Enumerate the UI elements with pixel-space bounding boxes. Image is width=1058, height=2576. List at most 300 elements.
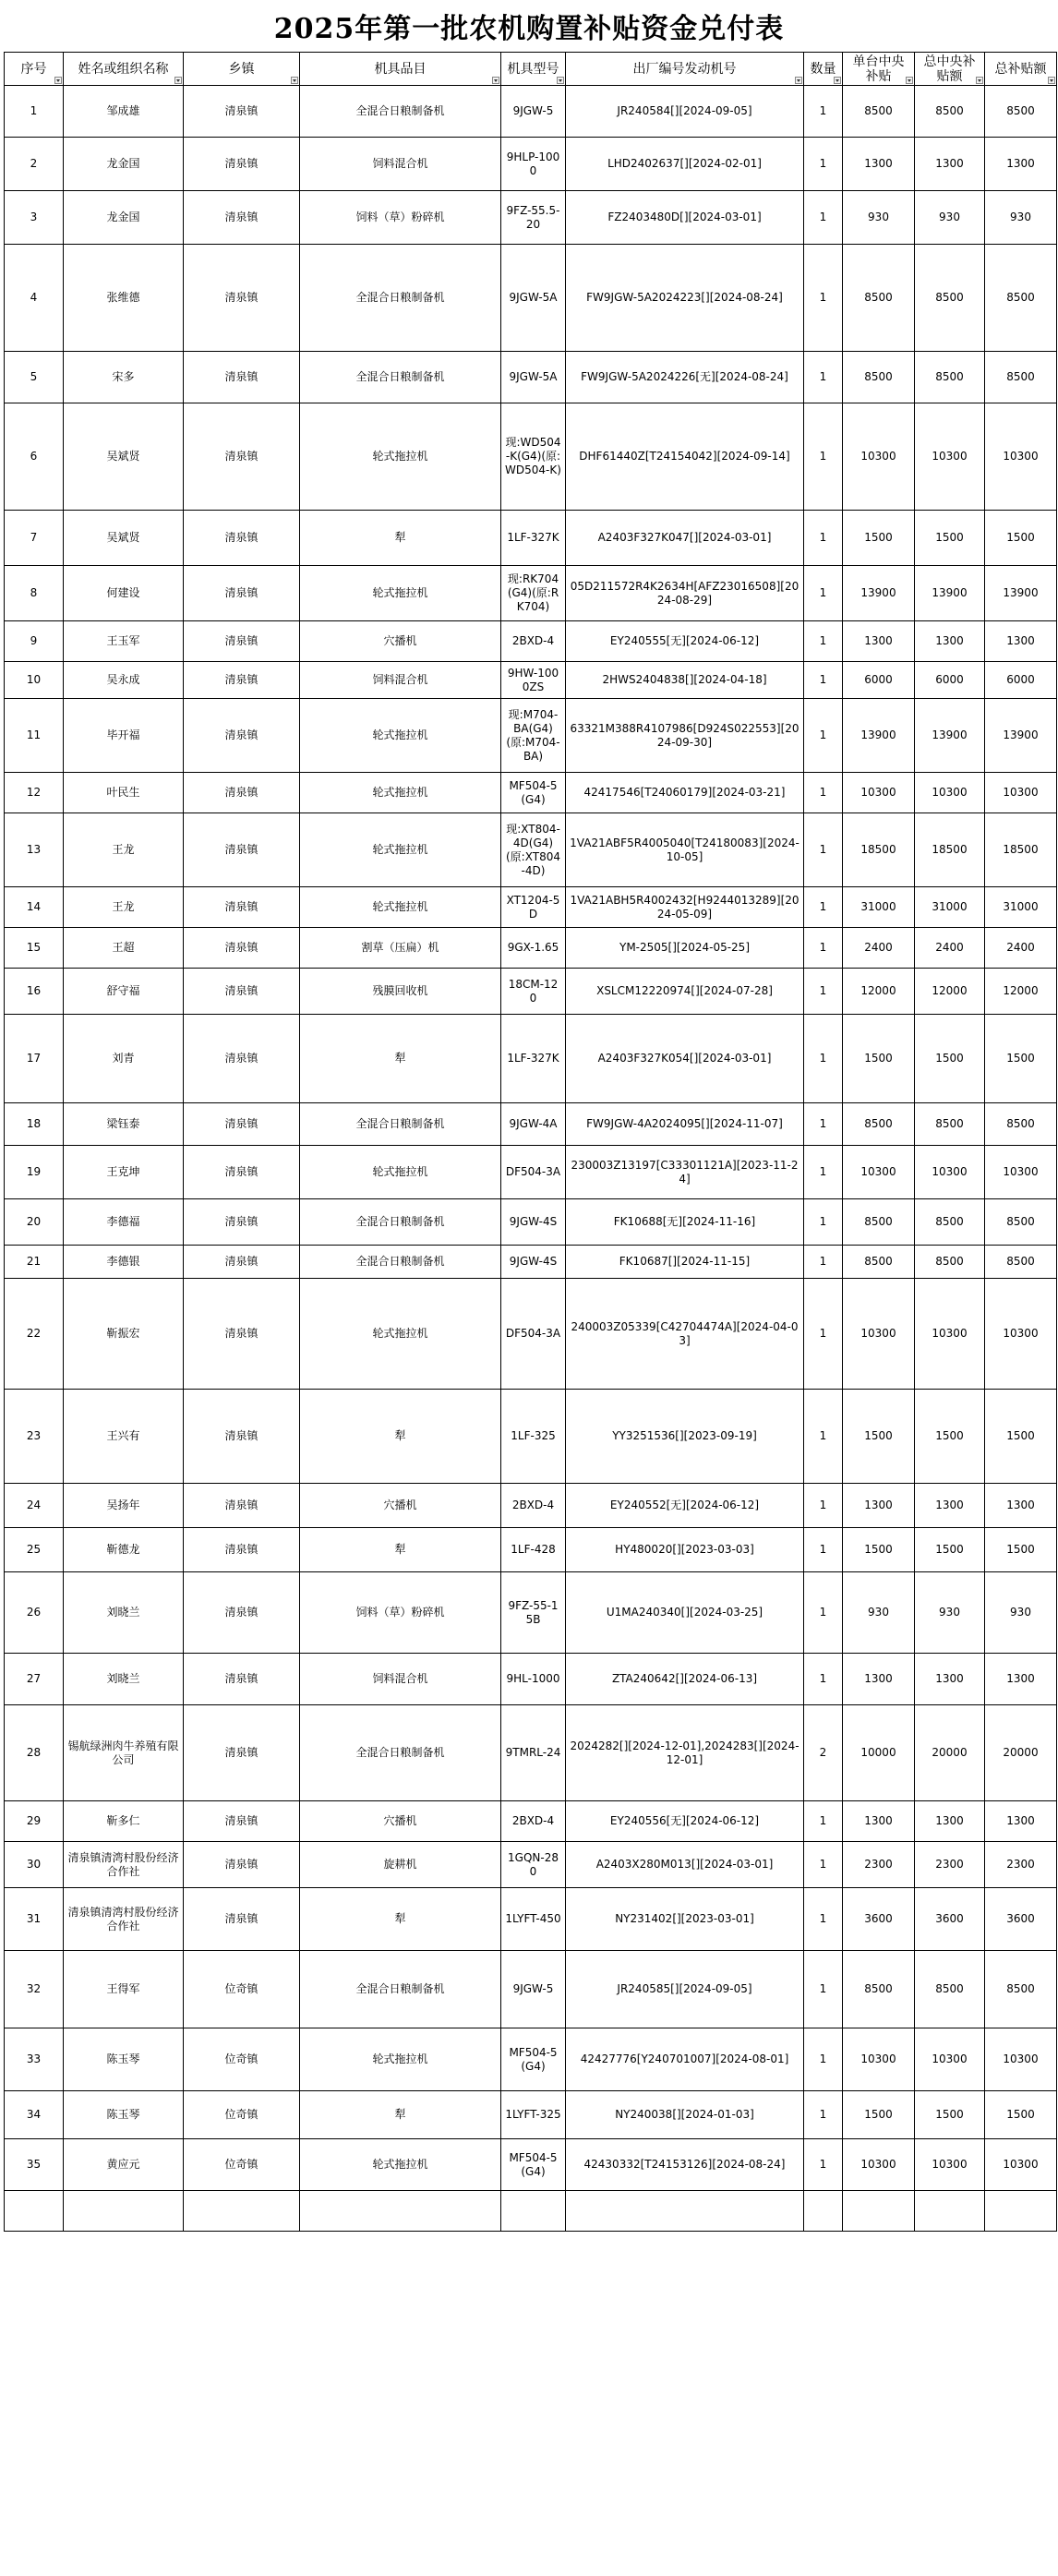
cell-quantity[interactable]: 1 (804, 245, 843, 352)
cell-row-index[interactable]: 8 (5, 566, 64, 621)
cell-total-central-subsidy[interactable]: 1300 (915, 1654, 985, 1705)
cell-town[interactable]: 位奇镇 (184, 2139, 300, 2191)
cell-total-central-subsidy[interactable]: 930 (915, 191, 985, 245)
cell-town[interactable]: 清泉镇 (184, 1705, 300, 1801)
cell-serial-number[interactable]: FW9JGW-5A2024226[无][2024-08-24] (566, 352, 804, 403)
cell-machine-model[interactable]: 1GQN-280 (501, 1842, 566, 1888)
cell-serial-number[interactable]: A2403X280M013[][2024-03-01] (566, 1842, 804, 1888)
cell-total-subsidy[interactable]: 2400 (985, 928, 1057, 969)
cell-total-subsidy[interactable]: 12000 (985, 969, 1057, 1015)
cell-row-index[interactable]: 6 (5, 403, 64, 511)
cell-applicant-name[interactable]: 清泉镇清湾村股份经济合作社 (64, 1888, 184, 1951)
header-central-subsidy[interactable]: 总中央补贴额 (915, 53, 985, 86)
cell-total-central-subsidy[interactable]: 1300 (915, 1484, 985, 1528)
cell-town[interactable]: 清泉镇 (184, 1484, 300, 1528)
cell-serial-number[interactable]: HY480020[][2023-03-03] (566, 1528, 804, 1572)
cell-unit-central-subsidy[interactable]: 2300 (843, 1842, 915, 1888)
cell-row-index[interactable]: 13 (5, 813, 64, 887)
cell-machine-item[interactable]: 饲料（草）粉碎机 (300, 191, 501, 245)
cell-machine-model[interactable]: 1LF-428 (501, 1528, 566, 1572)
cell-serial-number[interactable]: ZTA240642[][2024-06-13] (566, 1654, 804, 1705)
cell-machine-item[interactable]: 全混合日粮制备机 (300, 245, 501, 352)
cell-quantity[interactable]: 1 (804, 813, 843, 887)
cell-applicant-name[interactable]: 陈玉琴 (64, 2091, 184, 2139)
cell-town[interactable]: 清泉镇 (184, 1199, 300, 1246)
cell-unit-central-subsidy[interactable]: 1300 (843, 1484, 915, 1528)
cell-unit-central-subsidy[interactable]: 3600 (843, 1888, 915, 1951)
cell-machine-item[interactable]: 饲料（草）粉碎机 (300, 1572, 501, 1654)
cell-total-subsidy[interactable]: 20000 (985, 1705, 1057, 1801)
cell-town[interactable]: 清泉镇 (184, 86, 300, 138)
cell-town[interactable]: 清泉镇 (184, 1528, 300, 1572)
cell-total-central-subsidy[interactable]: 20000 (915, 1705, 985, 1801)
cell-total-central-subsidy[interactable]: 8500 (915, 352, 985, 403)
cell-town[interactable]: 位奇镇 (184, 1951, 300, 2028)
cell-row-index[interactable]: 1 (5, 86, 64, 138)
cell-serial-number[interactable]: EY240555[无][2024-06-12] (566, 621, 804, 662)
cell-total-subsidy[interactable]: 10300 (985, 1146, 1057, 1199)
cell-machine-model[interactable]: XT1204-5D (501, 887, 566, 928)
cell-total-central-subsidy[interactable]: 8500 (915, 245, 985, 352)
cell-total-subsidy[interactable] (985, 2191, 1057, 2232)
cell-applicant-name[interactable]: 靳多仁 (64, 1801, 184, 1842)
cell-total-central-subsidy[interactable]: 1300 (915, 621, 985, 662)
cell-serial-number[interactable]: FZ2403480D[][2024-03-01] (566, 191, 804, 245)
cell-applicant-name[interactable]: 吴斌贤 (64, 403, 184, 511)
cell-serial-number[interactable]: U1MA240340[][2024-03-25] (566, 1572, 804, 1654)
cell-quantity[interactable]: 1 (804, 511, 843, 566)
cell-unit-central-subsidy[interactable]: 18500 (843, 813, 915, 887)
cell-applicant-name[interactable]: 舒守福 (64, 969, 184, 1015)
cell-row-index[interactable]: 19 (5, 1146, 64, 1199)
cell-machine-model[interactable]: 9HLP-1000 (501, 138, 566, 191)
cell-machine-item[interactable]: 全混合日粮制备机 (300, 1246, 501, 1279)
cell-machine-model[interactable]: 1LYFT-325 (501, 2091, 566, 2139)
cell-row-index[interactable]: 11 (5, 699, 64, 773)
cell-unit-central-subsidy[interactable]: 930 (843, 191, 915, 245)
cell-quantity[interactable]: 1 (804, 621, 843, 662)
cell-machine-item[interactable]: 全混合日粮制备机 (300, 1103, 501, 1146)
cell-unit-central-subsidy[interactable] (843, 2191, 915, 2232)
cell-serial-number[interactable]: LHD2402637[][2024-02-01] (566, 138, 804, 191)
header-serial-number[interactable]: 出厂编号发动机号 (566, 53, 804, 86)
cell-row-index[interactable]: 35 (5, 2139, 64, 2191)
cell-unit-central-subsidy[interactable]: 1300 (843, 138, 915, 191)
cell-serial-number[interactable]: 1VA21ABH5R4002432[H9244013289][2024-05-09] (566, 887, 804, 928)
cell-serial-number[interactable]: EY240552[无][2024-06-12] (566, 1484, 804, 1528)
cell-town[interactable]: 清泉镇 (184, 1654, 300, 1705)
cell-applicant-name[interactable]: 靳振宏 (64, 1279, 184, 1390)
filter-dropdown-icon[interactable] (54, 77, 62, 84)
cell-town[interactable]: 清泉镇 (184, 1015, 300, 1103)
cell-machine-item[interactable]: 残膜回收机 (300, 969, 501, 1015)
cell-serial-number[interactable]: 42417546[T24060179][2024-03-21] (566, 773, 804, 813)
filter-dropdown-icon[interactable] (291, 77, 298, 84)
cell-applicant-name[interactable]: 刘晓兰 (64, 1572, 184, 1654)
cell-quantity[interactable]: 1 (804, 928, 843, 969)
cell-machine-item[interactable]: 穴播机 (300, 1801, 501, 1842)
cell-total-subsidy[interactable]: 8500 (985, 1103, 1057, 1146)
cell-town[interactable]: 位奇镇 (184, 2028, 300, 2091)
cell-quantity[interactable] (804, 2191, 843, 2232)
filter-dropdown-icon[interactable] (492, 77, 499, 84)
cell-machine-model[interactable]: MF504-5(G4) (501, 773, 566, 813)
cell-applicant-name[interactable]: 王兴有 (64, 1390, 184, 1484)
cell-town[interactable]: 清泉镇 (184, 1801, 300, 1842)
cell-quantity[interactable]: 1 (804, 1146, 843, 1199)
cell-town[interactable]: 清泉镇 (184, 1246, 300, 1279)
header-unit-subsidy[interactable]: 单台中央补贴 (843, 53, 915, 86)
cell-serial-number[interactable]: A2403F327K054[][2024-03-01] (566, 1015, 804, 1103)
filter-dropdown-icon[interactable] (976, 77, 983, 84)
cell-row-index[interactable]: 33 (5, 2028, 64, 2091)
cell-unit-central-subsidy[interactable]: 10300 (843, 2028, 915, 2091)
cell-applicant-name[interactable]: 刘青 (64, 1015, 184, 1103)
cell-total-subsidy[interactable]: 930 (985, 191, 1057, 245)
cell-machine-item[interactable]: 犁 (300, 511, 501, 566)
cell-unit-central-subsidy[interactable]: 10300 (843, 1279, 915, 1390)
cell-machine-item[interactable]: 犁 (300, 1528, 501, 1572)
cell-total-central-subsidy[interactable] (915, 2191, 985, 2232)
cell-machine-item[interactable]: 轮式拖拉机 (300, 1279, 501, 1390)
cell-total-subsidy[interactable]: 31000 (985, 887, 1057, 928)
cell-unit-central-subsidy[interactable]: 13900 (843, 699, 915, 773)
cell-machine-item[interactable]: 轮式拖拉机 (300, 403, 501, 511)
cell-machine-model[interactable]: 9JGW-5 (501, 86, 566, 138)
cell-town[interactable]: 清泉镇 (184, 887, 300, 928)
cell-town[interactable]: 清泉镇 (184, 511, 300, 566)
cell-unit-central-subsidy[interactable]: 2400 (843, 928, 915, 969)
cell-total-subsidy[interactable]: 13900 (985, 566, 1057, 621)
cell-row-index[interactable]: 32 (5, 1951, 64, 2028)
cell-total-central-subsidy[interactable]: 8500 (915, 1246, 985, 1279)
cell-machine-item[interactable]: 轮式拖拉机 (300, 2028, 501, 2091)
cell-applicant-name[interactable]: 毕开福 (64, 699, 184, 773)
cell-row-index[interactable]: 22 (5, 1279, 64, 1390)
cell-serial-number[interactable]: XSLCM12220974[][2024-07-28] (566, 969, 804, 1015)
cell-applicant-name[interactable]: 黄应元 (64, 2139, 184, 2191)
cell-unit-central-subsidy[interactable]: 10300 (843, 403, 915, 511)
cell-quantity[interactable]: 1 (804, 1572, 843, 1654)
filter-dropdown-icon[interactable] (795, 77, 802, 84)
cell-town[interactable]: 清泉镇 (184, 138, 300, 191)
cell-row-index[interactable]: 4 (5, 245, 64, 352)
cell-serial-number[interactable]: EY240556[无][2024-06-12] (566, 1801, 804, 1842)
cell-quantity[interactable]: 1 (804, 887, 843, 928)
cell-total-central-subsidy[interactable]: 18500 (915, 813, 985, 887)
cell-serial-number[interactable]: A2403F327K047[][2024-03-01] (566, 511, 804, 566)
cell-quantity[interactable]: 1 (804, 662, 843, 699)
cell-machine-item[interactable]: 轮式拖拉机 (300, 1146, 501, 1199)
cell-row-index[interactable]: 28 (5, 1705, 64, 1801)
cell-unit-central-subsidy[interactable]: 1300 (843, 1801, 915, 1842)
cell-machine-model[interactable]: 现:WD504-K(G4)(原:WD504-K) (501, 403, 566, 511)
cell-applicant-name[interactable]: 龙金国 (64, 191, 184, 245)
cell-applicant-name[interactable]: 王得军 (64, 1951, 184, 2028)
cell-machine-item[interactable]: 犁 (300, 1015, 501, 1103)
cell-town[interactable]: 清泉镇 (184, 1572, 300, 1654)
cell-machine-model[interactable]: 现:M704-BA(G4)(原:M704-BA) (501, 699, 566, 773)
cell-machine-model[interactable]: 9FZ-55.5-20 (501, 191, 566, 245)
cell-applicant-name[interactable]: 叶民生 (64, 773, 184, 813)
cell-town[interactable]: 清泉镇 (184, 1103, 300, 1146)
cell-row-index[interactable]: 24 (5, 1484, 64, 1528)
cell-unit-central-subsidy[interactable]: 12000 (843, 969, 915, 1015)
cell-unit-central-subsidy[interactable]: 8500 (843, 1246, 915, 1279)
cell-total-central-subsidy[interactable]: 10300 (915, 1279, 985, 1390)
cell-applicant-name[interactable]: 清泉镇清湾村股份经济合作社 (64, 1842, 184, 1888)
cell-town[interactable]: 清泉镇 (184, 662, 300, 699)
cell-applicant-name[interactable]: 李德银 (64, 1246, 184, 1279)
cell-machine-model[interactable]: 9FZ-55-15B (501, 1572, 566, 1654)
cell-machine-model[interactable]: 1LF-327K (501, 511, 566, 566)
cell-machine-item[interactable]: 全混合日粮制备机 (300, 86, 501, 138)
cell-total-subsidy[interactable]: 8500 (985, 1246, 1057, 1279)
cell-unit-central-subsidy[interactable]: 1500 (843, 1015, 915, 1103)
filter-dropdown-icon[interactable] (557, 77, 564, 84)
cell-applicant-name[interactable]: 梁钰泰 (64, 1103, 184, 1146)
cell-row-index[interactable]: 10 (5, 662, 64, 699)
cell-town[interactable]: 位奇镇 (184, 2091, 300, 2139)
cell-applicant-name[interactable]: 锡航绿洲肉牛养殖有限公司 (64, 1705, 184, 1801)
cell-machine-model[interactable]: 9JGW-5A (501, 245, 566, 352)
cell-quantity[interactable]: 1 (804, 1390, 843, 1484)
cell-total-subsidy[interactable]: 8500 (985, 1199, 1057, 1246)
cell-total-subsidy[interactable]: 1500 (985, 1390, 1057, 1484)
cell-serial-number[interactable]: 42430332[T24153126][2024-08-24] (566, 2139, 804, 2191)
cell-total-central-subsidy[interactable]: 1500 (915, 1390, 985, 1484)
cell-machine-model[interactable]: 1LF-325 (501, 1390, 566, 1484)
cell-quantity[interactable]: 1 (804, 1801, 843, 1842)
cell-total-subsidy[interactable]: 1300 (985, 138, 1057, 191)
cell-total-subsidy[interactable]: 1500 (985, 511, 1057, 566)
cell-row-index[interactable]: 23 (5, 1390, 64, 1484)
cell-row-index[interactable]: 29 (5, 1801, 64, 1842)
cell-quantity[interactable]: 1 (804, 1199, 843, 1246)
cell-total-central-subsidy[interactable]: 1500 (915, 1528, 985, 1572)
cell-row-index[interactable]: 12 (5, 773, 64, 813)
cell-total-subsidy[interactable]: 10300 (985, 2028, 1057, 2091)
cell-machine-model[interactable] (501, 2191, 566, 2232)
cell-unit-central-subsidy[interactable]: 10000 (843, 1705, 915, 1801)
cell-applicant-name[interactable]: 王玉军 (64, 621, 184, 662)
cell-applicant-name[interactable]: 王龙 (64, 887, 184, 928)
cell-serial-number[interactable] (566, 2191, 804, 2232)
cell-town[interactable]: 清泉镇 (184, 928, 300, 969)
header-quantity[interactable]: 数量 (804, 53, 843, 86)
cell-quantity[interactable]: 1 (804, 1246, 843, 1279)
cell-applicant-name[interactable]: 陈玉琴 (64, 2028, 184, 2091)
cell-quantity[interactable]: 1 (804, 773, 843, 813)
cell-unit-central-subsidy[interactable]: 1300 (843, 1654, 915, 1705)
cell-row-index[interactable]: 34 (5, 2091, 64, 2139)
cell-row-index[interactable]: 27 (5, 1654, 64, 1705)
cell-machine-model[interactable]: 9JGW-5 (501, 1951, 566, 2028)
cell-total-subsidy[interactable]: 8500 (985, 245, 1057, 352)
cell-row-index[interactable]: 3 (5, 191, 64, 245)
cell-machine-model[interactable]: MF504-5(G4) (501, 2028, 566, 2091)
cell-total-central-subsidy[interactable]: 1500 (915, 1015, 985, 1103)
cell-total-subsidy[interactable]: 2300 (985, 1842, 1057, 1888)
cell-unit-central-subsidy[interactable]: 10300 (843, 1146, 915, 1199)
cell-town[interactable]: 清泉镇 (184, 1279, 300, 1390)
cell-total-subsidy[interactable]: 18500 (985, 813, 1057, 887)
cell-quantity[interactable]: 1 (804, 191, 843, 245)
cell-unit-central-subsidy[interactable]: 1500 (843, 1390, 915, 1484)
cell-total-subsidy[interactable]: 3600 (985, 1888, 1057, 1951)
cell-quantity[interactable]: 1 (804, 2028, 843, 2091)
cell-town[interactable]: 清泉镇 (184, 813, 300, 887)
header-index[interactable]: 序号 (5, 53, 64, 86)
cell-machine-item[interactable]: 犁 (300, 1888, 501, 1951)
cell-machine-item[interactable]: 轮式拖拉机 (300, 2139, 501, 2191)
cell-unit-central-subsidy[interactable]: 31000 (843, 887, 915, 928)
cell-unit-central-subsidy[interactable]: 930 (843, 1572, 915, 1654)
cell-applicant-name[interactable]: 宋多 (64, 352, 184, 403)
cell-applicant-name[interactable]: 吴斌贤 (64, 511, 184, 566)
cell-total-central-subsidy[interactable]: 10300 (915, 1146, 985, 1199)
cell-total-subsidy[interactable]: 10300 (985, 1279, 1057, 1390)
cell-machine-item[interactable]: 饲料混合机 (300, 662, 501, 699)
cell-row-index[interactable]: 16 (5, 969, 64, 1015)
cell-machine-item[interactable]: 轮式拖拉机 (300, 566, 501, 621)
header-machine-item[interactable]: 机具品目 (300, 53, 501, 86)
cell-unit-central-subsidy[interactable]: 1500 (843, 511, 915, 566)
cell-serial-number[interactable]: NY240038[][2024-01-03] (566, 2091, 804, 2139)
cell-machine-item[interactable] (300, 2191, 501, 2232)
cell-town[interactable]: 清泉镇 (184, 352, 300, 403)
cell-quantity[interactable]: 1 (804, 138, 843, 191)
header-town[interactable]: 乡镇 (184, 53, 300, 86)
cell-town[interactable]: 清泉镇 (184, 1390, 300, 1484)
cell-total-central-subsidy[interactable]: 2400 (915, 928, 985, 969)
cell-serial-number[interactable]: 63321M388R4107986[D924S022553][2024-09-30] (566, 699, 804, 773)
cell-unit-central-subsidy[interactable]: 8500 (843, 1199, 915, 1246)
cell-town[interactable]: 清泉镇 (184, 969, 300, 1015)
cell-quantity[interactable]: 1 (804, 1951, 843, 2028)
cell-total-subsidy[interactable]: 6000 (985, 662, 1057, 699)
cell-total-central-subsidy[interactable]: 10300 (915, 773, 985, 813)
cell-town[interactable]: 清泉镇 (184, 699, 300, 773)
cell-applicant-name[interactable]: 刘晓兰 (64, 1654, 184, 1705)
cell-row-index[interactable]: 21 (5, 1246, 64, 1279)
cell-serial-number[interactable]: NY231402[][2023-03-01] (566, 1888, 804, 1951)
cell-serial-number[interactable]: FW9JGW-5A2024223[][2024-08-24] (566, 245, 804, 352)
cell-machine-model[interactable]: 1LF-327K (501, 1015, 566, 1103)
cell-total-central-subsidy[interactable]: 1300 (915, 138, 985, 191)
cell-row-index[interactable]: 20 (5, 1199, 64, 1246)
cell-machine-model[interactable]: 18CM-120 (501, 969, 566, 1015)
cell-machine-model[interactable]: 2BXD-4 (501, 621, 566, 662)
cell-machine-model[interactable]: 现:RK704(G4)(原:RK704) (501, 566, 566, 621)
cell-quantity[interactable]: 1 (804, 1484, 843, 1528)
cell-town[interactable]: 清泉镇 (184, 621, 300, 662)
cell-quantity[interactable]: 1 (804, 1103, 843, 1146)
cell-serial-number[interactable]: JR240585[][2024-09-05] (566, 1951, 804, 2028)
cell-quantity[interactable]: 1 (804, 566, 843, 621)
cell-serial-number[interactable]: 2HWS2404838[][2024-04-18] (566, 662, 804, 699)
cell-row-index[interactable]: 31 (5, 1888, 64, 1951)
cell-quantity[interactable]: 1 (804, 86, 843, 138)
cell-serial-number[interactable]: 1VA21ABF5R4005040[T24180083][2024-10-05] (566, 813, 804, 887)
cell-machine-item[interactable]: 全混合日粮制备机 (300, 1951, 501, 2028)
cell-machine-model[interactable]: MF504-5(G4) (501, 2139, 566, 2191)
cell-total-subsidy[interactable]: 10300 (985, 403, 1057, 511)
cell-applicant-name[interactable]: 靳德龙 (64, 1528, 184, 1572)
cell-serial-number[interactable]: 42427776[Y240701007][2024-08-01] (566, 2028, 804, 2091)
cell-serial-number[interactable]: FW9JGW-4A2024095[][2024-11-07] (566, 1103, 804, 1146)
cell-total-subsidy[interactable]: 1500 (985, 1528, 1057, 1572)
cell-quantity[interactable]: 2 (804, 1705, 843, 1801)
cell-total-central-subsidy[interactable]: 1500 (915, 2091, 985, 2139)
cell-machine-model[interactable]: 9GX-1.65 (501, 928, 566, 969)
cell-serial-number[interactable]: YM-2505[][2024-05-25] (566, 928, 804, 969)
cell-machine-model[interactable]: 1LYFT-450 (501, 1888, 566, 1951)
cell-machine-model[interactable]: DF504-3A (501, 1279, 566, 1390)
cell-total-central-subsidy[interactable]: 13900 (915, 699, 985, 773)
cell-applicant-name[interactable]: 邹成雄 (64, 86, 184, 138)
cell-total-subsidy[interactable]: 1300 (985, 621, 1057, 662)
cell-applicant-name[interactable]: 王克坤 (64, 1146, 184, 1199)
cell-machine-item[interactable]: 全混合日粮制备机 (300, 352, 501, 403)
cell-serial-number[interactable]: JR240584[][2024-09-05] (566, 86, 804, 138)
cell-row-index[interactable]: 15 (5, 928, 64, 969)
cell-unit-central-subsidy[interactable]: 10300 (843, 773, 915, 813)
cell-machine-item[interactable]: 割草（压扁）机 (300, 928, 501, 969)
cell-total-central-subsidy[interactable]: 10300 (915, 2139, 985, 2191)
cell-row-index[interactable]: 14 (5, 887, 64, 928)
cell-total-central-subsidy[interactable]: 10300 (915, 2028, 985, 2091)
cell-serial-number[interactable]: YY3251536[][2023-09-19] (566, 1390, 804, 1484)
cell-serial-number[interactable]: 240003Z05339[C42704474A][2024-04-03] (566, 1279, 804, 1390)
cell-unit-central-subsidy[interactable]: 8500 (843, 352, 915, 403)
cell-quantity[interactable]: 1 (804, 2091, 843, 2139)
cell-serial-number[interactable]: DHF61440Z[T24154042][2024-09-14] (566, 403, 804, 511)
cell-unit-central-subsidy[interactable]: 8500 (843, 1103, 915, 1146)
cell-row-index[interactable]: 9 (5, 621, 64, 662)
cell-total-subsidy[interactable]: 1300 (985, 1801, 1057, 1842)
cell-total-subsidy[interactable]: 10300 (985, 2139, 1057, 2191)
cell-row-index[interactable] (5, 2191, 64, 2232)
cell-applicant-name[interactable]: 李德福 (64, 1199, 184, 1246)
cell-serial-number[interactable]: 2024282[][2024-12-01],2024283[][2024-12-01] (566, 1705, 804, 1801)
cell-machine-item[interactable]: 全混合日粮制备机 (300, 1705, 501, 1801)
cell-quantity[interactable]: 1 (804, 1015, 843, 1103)
cell-total-central-subsidy[interactable]: 8500 (915, 1951, 985, 2028)
cell-serial-number[interactable]: FK10687[][2024-11-15] (566, 1246, 804, 1279)
cell-total-central-subsidy[interactable]: 3600 (915, 1888, 985, 1951)
cell-town[interactable]: 清泉镇 (184, 191, 300, 245)
cell-total-subsidy[interactable]: 930 (985, 1572, 1057, 1654)
cell-applicant-name[interactable]: 何建设 (64, 566, 184, 621)
cell-applicant-name[interactable]: 张维德 (64, 245, 184, 352)
cell-machine-model[interactable]: DF504-3A (501, 1146, 566, 1199)
cell-serial-number[interactable]: 230003Z13197[C33301121A][2023-11-24] (566, 1146, 804, 1199)
cell-machine-model[interactable]: 9HL-1000 (501, 1654, 566, 1705)
cell-machine-item[interactable]: 轮式拖拉机 (300, 813, 501, 887)
cell-unit-central-subsidy[interactable]: 6000 (843, 662, 915, 699)
cell-town[interactable]: 清泉镇 (184, 1888, 300, 1951)
filter-dropdown-icon[interactable] (174, 77, 182, 84)
cell-row-index[interactable]: 25 (5, 1528, 64, 1572)
cell-unit-central-subsidy[interactable]: 1500 (843, 2091, 915, 2139)
cell-machine-model[interactable]: 2BXD-4 (501, 1801, 566, 1842)
cell-quantity[interactable]: 1 (804, 1528, 843, 1572)
cell-unit-central-subsidy[interactable]: 10300 (843, 2139, 915, 2191)
cell-machine-item[interactable]: 犁 (300, 2091, 501, 2139)
cell-total-central-subsidy[interactable]: 8500 (915, 1103, 985, 1146)
cell-machine-item[interactable]: 全混合日粮制备机 (300, 1199, 501, 1246)
